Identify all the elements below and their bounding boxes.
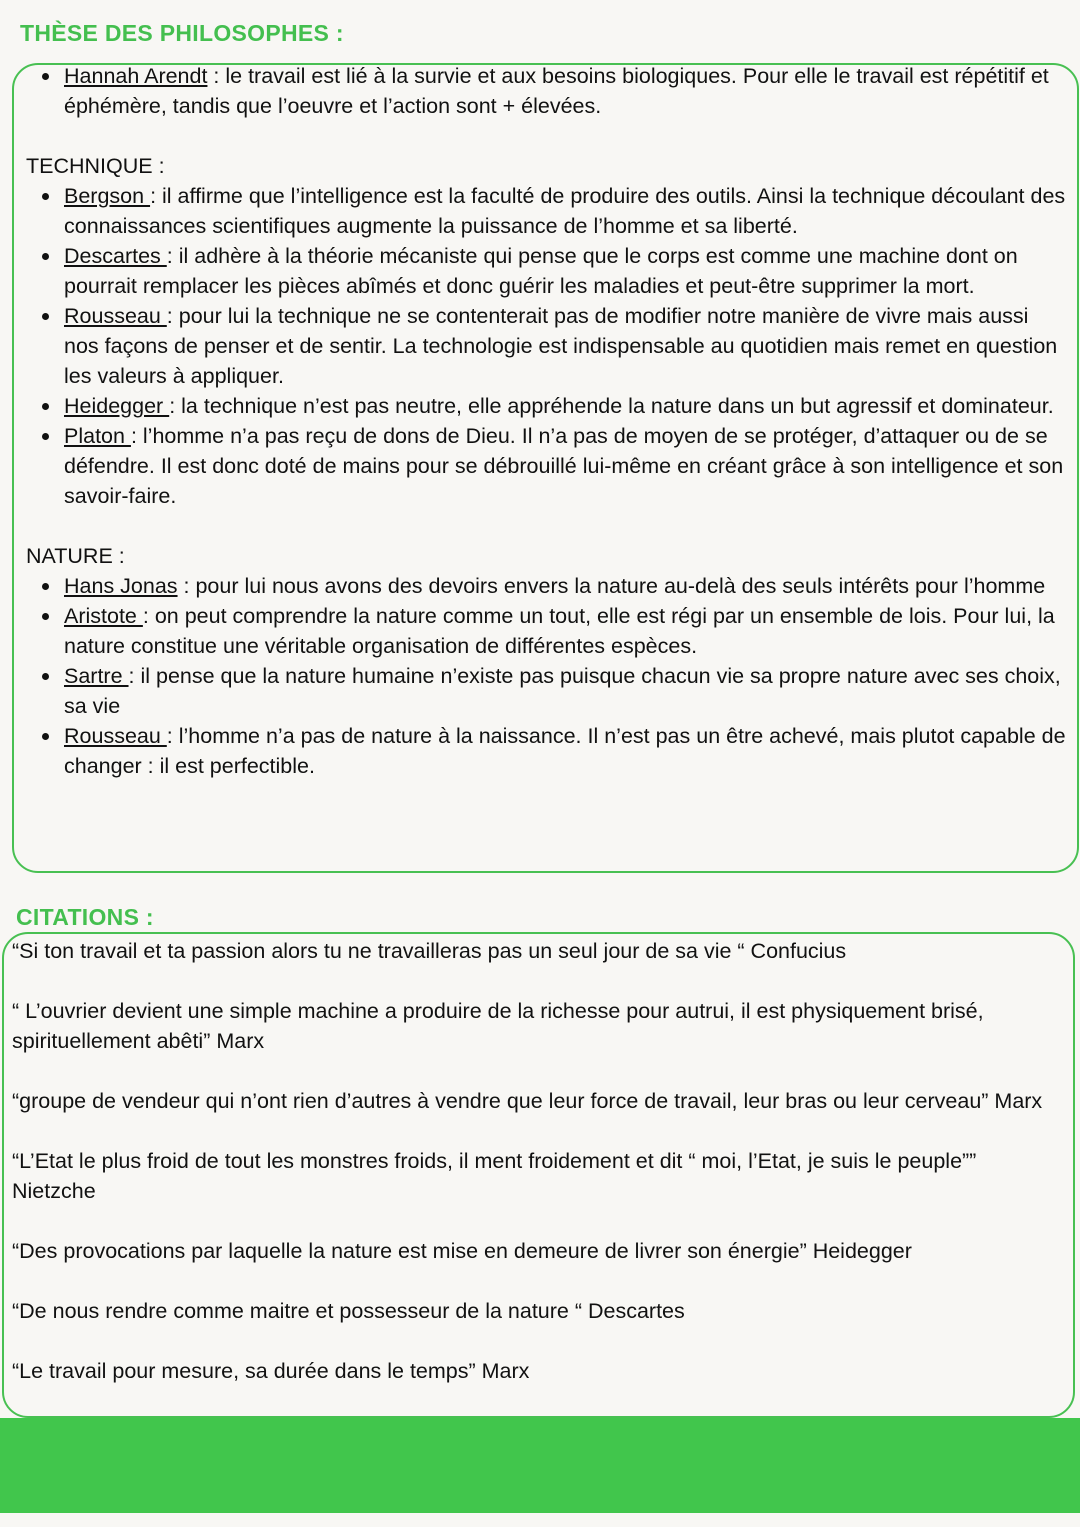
list-item (14, 391, 1067, 421)
philosopher-name: Heidegger (64, 394, 170, 418)
list-item (14, 181, 1067, 241)
philosopher-name: Sartre (64, 664, 129, 688)
thesis-text: : l’homme n’a pas reçu de dons de Dieu. Il n’a pas de moyen de se protéger, d’attaquer ou de se défendre. Il est donc doté de mains pour se débrouillé lui-même en créant grâce à son intelligence et son savoir-faire. (64, 424, 1064, 508)
philosopher-name: Platon (64, 424, 131, 448)
quote: “L’Etat le plus froid de tout les monstres froids, il ment froidement et dit “ moi, l’Etat, je suis le peuple”” Nietzche (12, 1149, 977, 1203)
philosopher-name: Rousseau (64, 724, 167, 748)
nature-list (14, 571, 1067, 781)
philosopher-name: Descartes (64, 244, 167, 268)
list-item (14, 601, 1067, 661)
list-item (14, 61, 1067, 121)
citations-title: CITATIONS : (16, 904, 154, 930)
list-item (14, 661, 1067, 721)
list-item (14, 721, 1067, 781)
quote: “ L’ouvrier devient une simple machine a produire de la richesse pour autrui, il est physiquement brisé, spirituellement abêti” Marx (12, 999, 984, 1053)
intro-list (14, 61, 1067, 121)
philosopher-name: Hans Jonas (64, 574, 178, 598)
quote: “groupe de vendeur qui n’ont rien d’autres à vendre que leur force de travail, leur bras ou leur cerveau” Marx (12, 1089, 1043, 1113)
thesis-text: : l’homme n’a pas de nature à la naissance. Il n’est pas un être achevé, mais plutot capable de changer : il est perfectible. (64, 724, 1066, 778)
thesis-text: : on peut comprendre la nature comme un tout, elle est régi par un ensemble de lois. Pour lui, la nature constitue une véritable organisation de différentes espèces. (64, 604, 1055, 658)
philosopher-name: Rousseau (64, 304, 167, 328)
footer-bar (0, 1418, 1080, 1513)
quote: “De nous rendre comme maitre et possesseur de la nature “ Descartes (12, 1299, 685, 1323)
list-item (14, 241, 1067, 301)
technique-list (14, 181, 1067, 511)
thesis-text: : il pense que la nature humaine n’existe pas puisque chacun vie sa propre nature avec ses choix, sa vie (64, 664, 1061, 718)
quote: “Si ton travail et ta passion alors tu ne travailleras pas un seul jour de sa vie “ Confucius (12, 939, 847, 963)
list-item (14, 301, 1067, 391)
theses-box (12, 63, 1079, 873)
thesis-text: : pour lui la technique ne se contenterait pas de modifier notre manière de vivre mais aussi nos façons de penser et de sentir. La technologie est indispensable au quotidien mais remet en question les valeurs à appliquer. (64, 304, 1058, 388)
philosopher-name: Aristote (64, 604, 143, 628)
list-item (14, 571, 1067, 601)
list-item (14, 421, 1067, 511)
philosopher-name: Bergson (64, 184, 151, 208)
thesis-text: : il adhère à la théorie mécaniste qui pense que le corps est comme une machine dont on pourrait remplacer les pièces abîmés et donc guérir les maladies et peut-être supprimer la mort. (64, 244, 1018, 298)
thesis-text: : le travail est lié à la survie et aux besoins biologiques. Pour elle le travail est répétitif et éphémère, tandis que l’oeuvre et l’action sont + élevées. (64, 64, 1049, 118)
thesis-text: : la technique n’est pas neutre, elle appréhende la nature dans un but agressif et dominateur. (169, 394, 1054, 418)
philosopher-name: Hannah Arendt (64, 64, 208, 88)
technique-heading: TECHNIQUE : (26, 154, 165, 178)
thesis-text: : pour lui nous avons des devoirs envers la nature au-delà des seuls intérêts pour l’homme (177, 574, 1046, 598)
quote: “Des provocations par laquelle la nature est mise en demeure de livrer son énergie” Heidegger (12, 1239, 912, 1263)
citations-box (2, 932, 1075, 1418)
thesis-text: : il affirme que l’intelligence est la faculté de produire des outils. Ainsi la technique découlant des connaissances scientifiques augmente la puissance de l’homme et sa liberté. (64, 184, 1066, 238)
theses-title: THÈSE DES PHILOSOPHES : (20, 20, 344, 46)
nature-heading: NATURE : (26, 544, 125, 568)
quote: “Le travail pour mesure, sa durée dans le temps” Marx (12, 1359, 530, 1383)
